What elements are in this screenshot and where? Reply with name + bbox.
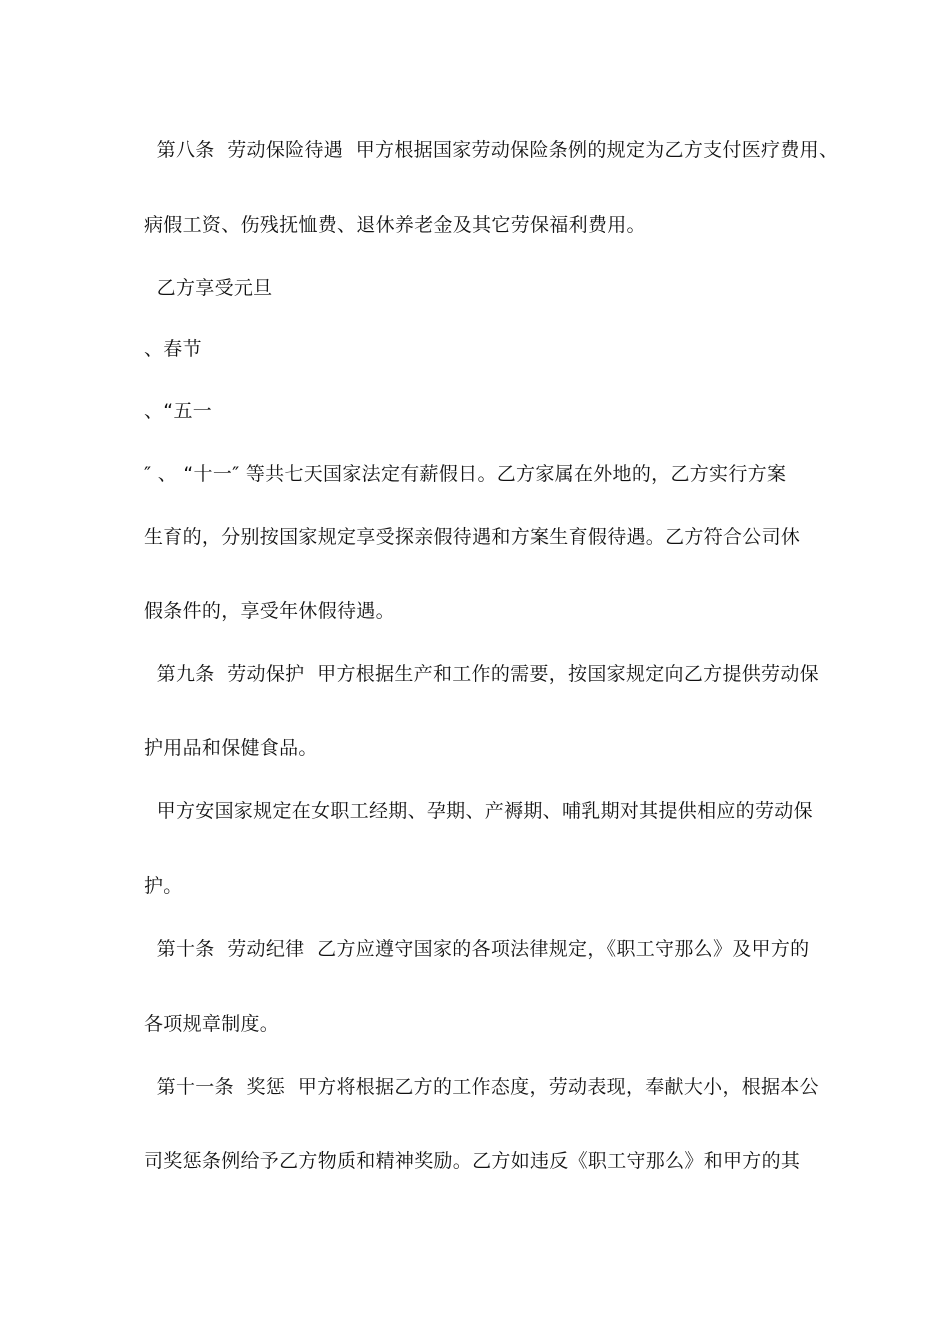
text-line: 乙方享受元旦 bbox=[144, 277, 273, 299]
text-line: 、春节 bbox=[144, 338, 202, 360]
text-line: 司奖惩条例给予乙方物质和精神奖励。乙方如违反《职工守那么》和甲方的其 bbox=[144, 1150, 801, 1172]
text-line: 第十条 劳动纪律 乙方应遵守国家的各项法律规定，《职工守那么》及甲方的 bbox=[144, 938, 810, 960]
text-line: 甲方安国家规定在女职工经期、孕期、产褥期、哺乳期对其提供相应的劳动保 bbox=[144, 800, 813, 822]
text-line: 、“五一 bbox=[144, 400, 213, 422]
text-line: 第八条 劳动保险待遇 甲方根据国家劳动保险条例的规定为乙方支付医疗费用、 bbox=[144, 139, 839, 161]
text-line: 护。 bbox=[144, 875, 183, 897]
text-line: 第十一条 奖惩 甲方将根据乙方的工作态度，劳动表现，奉献大小，根据本公 bbox=[144, 1076, 819, 1098]
text-line: 生育的，分别按国家规定享受探亲假待遇和方案生育假待遇。乙方符合公司休 bbox=[144, 526, 801, 548]
text-line: 护用品和保健食品。 bbox=[144, 737, 318, 759]
text-line: 各项规章制度。 bbox=[144, 1013, 280, 1035]
text-line: 病假工资、伤残抚恤费、退休养老金及其它劳保福利费用。 bbox=[144, 214, 646, 236]
text-line: ″ 、 “十一″ 等共七天国家法定有薪假日。乙方家属在外地的，乙方实行方案 bbox=[144, 463, 787, 485]
text-line: 第九条 劳动保护 甲方根据生产和工作的需要，按国家规定向乙方提供劳动保 bbox=[144, 663, 819, 685]
text-line: 假条件的，享受年休假待遇。 bbox=[144, 600, 395, 622]
